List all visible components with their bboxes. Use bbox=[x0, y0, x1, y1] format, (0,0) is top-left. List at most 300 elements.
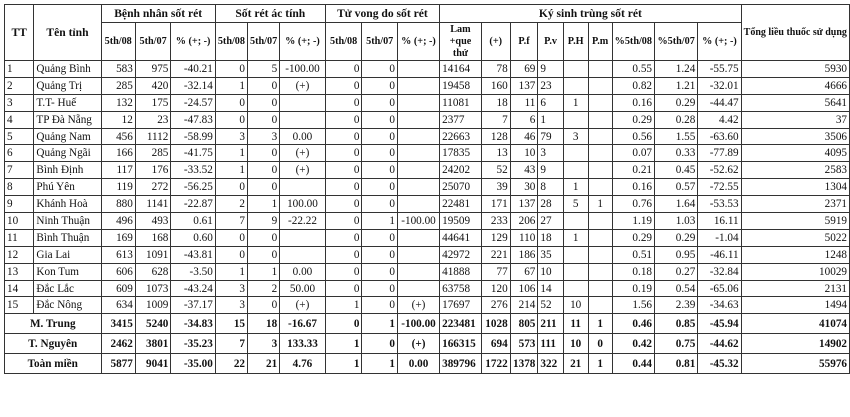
cell-pm bbox=[588, 145, 612, 162]
cell-s08: 3 bbox=[215, 280, 247, 297]
cell-pf: 69 bbox=[510, 61, 538, 78]
total-cell-pv: 111 bbox=[538, 334, 563, 354]
total-cell-spct: -16.67 bbox=[280, 314, 326, 334]
cell-p07: 628 bbox=[135, 263, 171, 280]
cell-dpct: -100.00 bbox=[397, 213, 439, 230]
cell-pv: 8 bbox=[538, 179, 563, 196]
cell-pf: 30 bbox=[510, 179, 538, 196]
total-cell-pos: 1028 bbox=[481, 314, 510, 334]
total-cell-spct: 133.33 bbox=[280, 334, 326, 354]
cell-p07: 285 bbox=[135, 145, 171, 162]
cell-k07: 1.21 bbox=[655, 77, 698, 94]
total-cell-drug: 14902 bbox=[741, 334, 849, 354]
cell-s08: 0 bbox=[215, 246, 247, 263]
total-cell-lam: 166315 bbox=[440, 334, 482, 354]
cell-p07: 1141 bbox=[135, 196, 171, 213]
deaths-5th07-header: 5th/07 bbox=[362, 23, 398, 61]
cell-s07: 1 bbox=[248, 196, 280, 213]
cell-pos: 171 bbox=[481, 196, 510, 213]
cell-ph: 1 bbox=[563, 94, 588, 111]
total-cell-p07: 5240 bbox=[135, 314, 171, 334]
severe-5th07-header: 5th/07 bbox=[248, 23, 280, 61]
cell-p08: 166 bbox=[101, 145, 135, 162]
cell-pv: 79 bbox=[538, 128, 563, 145]
cell-d08: 0 bbox=[325, 61, 362, 78]
total-cell-dpct: 0.00 bbox=[397, 354, 439, 374]
cell-d08: 0 bbox=[325, 111, 362, 128]
cell-k08: 0.51 bbox=[612, 246, 654, 263]
cell-ppct: 0.61 bbox=[171, 213, 215, 230]
total-row bbox=[5, 354, 850, 374]
cell-k08: 0.56 bbox=[612, 128, 654, 145]
cell-ph bbox=[563, 263, 588, 280]
cell-pos: 160 bbox=[481, 77, 510, 94]
cell-spct: -100.00 bbox=[280, 61, 326, 78]
cell-dpct bbox=[397, 196, 439, 213]
cell-ppct: -56.25 bbox=[171, 179, 215, 196]
cell-pos: 39 bbox=[481, 179, 510, 196]
row-number: 5 bbox=[5, 128, 34, 145]
cell-ppct: -3.50 bbox=[171, 263, 215, 280]
cell-pos: 221 bbox=[481, 246, 510, 263]
cell-pv: 23 bbox=[538, 77, 563, 94]
cell-p08: 117 bbox=[101, 162, 135, 179]
table-row bbox=[5, 246, 850, 263]
cell-spct: (+) bbox=[280, 297, 326, 314]
cell-drug: 5022 bbox=[741, 229, 849, 246]
cell-s07: 3 bbox=[248, 128, 280, 145]
cell-kpct: -65.06 bbox=[698, 280, 741, 297]
cell-ppct: -22.87 bbox=[171, 196, 215, 213]
cell-ppct: -24.57 bbox=[171, 94, 215, 111]
cell-d08: 1 bbox=[325, 297, 362, 314]
cell-k07: 0.29 bbox=[655, 229, 698, 246]
region-name: Toàn miền bbox=[5, 354, 102, 374]
province-header: Tên tỉnh bbox=[34, 5, 101, 61]
cell-pv: 27 bbox=[538, 213, 563, 230]
total-cell-ph: 11 bbox=[563, 314, 588, 334]
cell-s07: 0 bbox=[248, 145, 280, 162]
total-cell-pm: 1 bbox=[588, 314, 612, 334]
cell-pm: 1 bbox=[588, 196, 612, 213]
positive-header: (+) bbox=[481, 23, 510, 61]
cell-kpct: -34.63 bbox=[698, 297, 741, 314]
cell-dpct bbox=[397, 263, 439, 280]
cell-ppct: -58.99 bbox=[171, 128, 215, 145]
province-name: Đắc Lắc bbox=[34, 280, 101, 297]
cell-pv: 9 bbox=[538, 162, 563, 179]
province-name: Đắc Nông bbox=[34, 297, 101, 314]
cell-dpct bbox=[397, 145, 439, 162]
cell-p07: 272 bbox=[135, 179, 171, 196]
cell-ph bbox=[563, 77, 588, 94]
table-row bbox=[5, 145, 850, 162]
cell-kpct: -52.62 bbox=[698, 162, 741, 179]
province-rows bbox=[5, 61, 850, 314]
cell-k08: 0.16 bbox=[612, 179, 654, 196]
cell-pf: 137 bbox=[510, 196, 538, 213]
table-row bbox=[5, 263, 850, 280]
cell-dpct bbox=[397, 179, 439, 196]
cell-pos: 18 bbox=[481, 94, 510, 111]
cell-lam: 22481 bbox=[440, 196, 482, 213]
cell-k08: 0.19 bbox=[612, 280, 654, 297]
province-name: Quảng Bình bbox=[34, 61, 101, 78]
total-cell-lam: 389796 bbox=[440, 354, 482, 374]
cell-ph bbox=[563, 162, 588, 179]
cell-kpct: -32.01 bbox=[698, 77, 741, 94]
cell-p07: 1073 bbox=[135, 280, 171, 297]
table-row bbox=[5, 61, 850, 78]
cell-pos: 233 bbox=[481, 213, 510, 230]
table-row bbox=[5, 213, 850, 230]
cell-p08: 169 bbox=[101, 229, 135, 246]
cell-ppct: -33.52 bbox=[171, 162, 215, 179]
cell-pf: 106 bbox=[510, 280, 538, 297]
cell-k08: 0.16 bbox=[612, 94, 654, 111]
cell-drug: 4666 bbox=[741, 77, 849, 94]
cell-spct bbox=[280, 229, 326, 246]
cell-ph bbox=[563, 111, 588, 128]
parasite-header: Ký sinh trùng sốt rét bbox=[440, 5, 742, 23]
cell-lam: 14164 bbox=[440, 61, 482, 78]
cell-d07: 0 bbox=[362, 196, 398, 213]
total-cell-pf: 1378 bbox=[510, 354, 538, 374]
cell-drug: 2583 bbox=[741, 162, 849, 179]
total-cell-p08: 5877 bbox=[101, 354, 135, 374]
province-name: Kon Tum bbox=[34, 263, 101, 280]
cell-pv: 1 bbox=[538, 111, 563, 128]
cell-s08: 0 bbox=[215, 179, 247, 196]
cell-s07: 0 bbox=[248, 94, 280, 111]
cell-k07: 2.39 bbox=[655, 297, 698, 314]
total-cell-s08: 22 bbox=[215, 354, 247, 374]
cell-ppct: -41.75 bbox=[171, 145, 215, 162]
cell-d07: 0 bbox=[362, 179, 398, 196]
cell-p07: 975 bbox=[135, 61, 171, 78]
total-cell-d07: 0 bbox=[362, 334, 398, 354]
total-cell-kpct: -44.62 bbox=[698, 334, 741, 354]
cell-lam: 24202 bbox=[440, 162, 482, 179]
cell-p08: 609 bbox=[101, 280, 135, 297]
cell-pf: 206 bbox=[510, 213, 538, 230]
cell-s08: 0 bbox=[215, 94, 247, 111]
province-name: Bình Thuận bbox=[34, 229, 101, 246]
cell-pm bbox=[588, 297, 612, 314]
cell-pm bbox=[588, 128, 612, 145]
total-cell-ph: 10 bbox=[563, 334, 588, 354]
cell-ph: 3 bbox=[563, 128, 588, 145]
header-row-1 bbox=[5, 5, 850, 23]
cell-p08: 456 bbox=[101, 128, 135, 145]
total-cell-kpct: -45.32 bbox=[698, 354, 741, 374]
cell-drug: 3506 bbox=[741, 128, 849, 145]
cell-spct: -22.22 bbox=[280, 213, 326, 230]
total-rows bbox=[5, 314, 850, 374]
cell-d07: 0 bbox=[362, 263, 398, 280]
cell-drug: 10029 bbox=[741, 263, 849, 280]
cell-ppct: 0.60 bbox=[171, 229, 215, 246]
cell-d07: 0 bbox=[362, 246, 398, 263]
cell-ph bbox=[563, 61, 588, 78]
severe-pct-header: % (+; -) bbox=[280, 23, 326, 61]
row-number: 14 bbox=[5, 280, 34, 297]
cell-d07: 0 bbox=[362, 145, 398, 162]
cell-p08: 285 bbox=[101, 77, 135, 94]
cell-lam: 19509 bbox=[440, 213, 482, 230]
cell-pv: 10 bbox=[538, 263, 563, 280]
cell-spct: (+) bbox=[280, 77, 326, 94]
row-number: 15 bbox=[5, 297, 34, 314]
cell-pv: 9 bbox=[538, 61, 563, 78]
cell-k07: 0.54 bbox=[655, 280, 698, 297]
cell-p07: 493 bbox=[135, 213, 171, 230]
cell-s07: 0 bbox=[248, 229, 280, 246]
cell-lam: 11081 bbox=[440, 94, 482, 111]
pct-5th07-header: %5th/07 bbox=[655, 23, 698, 61]
total-cell-s07: 18 bbox=[248, 314, 280, 334]
patients-header: Bệnh nhân sốt rét bbox=[101, 5, 215, 23]
cell-k07: 0.57 bbox=[655, 179, 698, 196]
cell-dpct bbox=[397, 280, 439, 297]
cell-d08: 0 bbox=[325, 246, 362, 263]
cell-s07: 0 bbox=[248, 111, 280, 128]
cell-pm bbox=[588, 246, 612, 263]
cell-s07: 0 bbox=[248, 162, 280, 179]
cell-spct bbox=[280, 179, 326, 196]
cell-ppct: -32.14 bbox=[171, 77, 215, 94]
cell-d08: 0 bbox=[325, 77, 362, 94]
cell-k07: 1.03 bbox=[655, 213, 698, 230]
cell-p07: 420 bbox=[135, 77, 171, 94]
province-name: Ninh Thuận bbox=[34, 213, 101, 230]
cell-ph bbox=[563, 246, 588, 263]
table-row bbox=[5, 111, 850, 128]
deaths-pct-header: % (+; -) bbox=[397, 23, 439, 61]
cell-drug: 5641 bbox=[741, 94, 849, 111]
table-row bbox=[5, 297, 850, 314]
cell-pf: 137 bbox=[510, 77, 538, 94]
total-cell-pm: 0 bbox=[588, 334, 612, 354]
cell-k08: 1.56 bbox=[612, 297, 654, 314]
cell-pf: 46 bbox=[510, 128, 538, 145]
cell-k07: 0.28 bbox=[655, 111, 698, 128]
cell-s08: 7 bbox=[215, 213, 247, 230]
pm-header: P.m bbox=[588, 23, 612, 61]
cell-lam: 19458 bbox=[440, 77, 482, 94]
total-cell-s07: 21 bbox=[248, 354, 280, 374]
cell-p08: 132 bbox=[101, 94, 135, 111]
cell-pos: 7 bbox=[481, 111, 510, 128]
cell-d08: 0 bbox=[325, 128, 362, 145]
cell-lam: 41888 bbox=[440, 263, 482, 280]
cell-ppct: -40.21 bbox=[171, 61, 215, 78]
cell-d08: 0 bbox=[325, 213, 362, 230]
cell-pos: 128 bbox=[481, 128, 510, 145]
total-cell-pos: 694 bbox=[481, 334, 510, 354]
total-cell-p07: 9041 bbox=[135, 354, 171, 374]
deaths-5th08-header: 5th/08 bbox=[325, 23, 362, 61]
cell-pos: 13 bbox=[481, 145, 510, 162]
cell-s08: 3 bbox=[215, 128, 247, 145]
severe-header: Sốt rét ác tính bbox=[215, 5, 325, 23]
cell-p07: 1112 bbox=[135, 128, 171, 145]
cell-pm bbox=[588, 111, 612, 128]
cell-k07: 0.29 bbox=[655, 94, 698, 111]
cell-drug: 1304 bbox=[741, 179, 849, 196]
cell-spct: (+) bbox=[280, 145, 326, 162]
total-cell-k08: 0.44 bbox=[612, 354, 654, 374]
province-name: Quảng Ngãi bbox=[34, 145, 101, 162]
cell-s08: 1 bbox=[215, 145, 247, 162]
cell-s07: 0 bbox=[248, 246, 280, 263]
cell-s08: 1 bbox=[215, 162, 247, 179]
province-name: T.T- Huế bbox=[34, 94, 101, 111]
cell-pf: 214 bbox=[510, 297, 538, 314]
cell-ph: 1 bbox=[563, 229, 588, 246]
cell-k08: 0.07 bbox=[612, 145, 654, 162]
total-row bbox=[5, 314, 850, 334]
cell-spct: 0.00 bbox=[280, 263, 326, 280]
row-number: 3 bbox=[5, 94, 34, 111]
province-name: TP Đà Nẵng bbox=[34, 111, 101, 128]
cell-d08: 0 bbox=[325, 162, 362, 179]
cell-kpct: -32.84 bbox=[698, 263, 741, 280]
cell-d08: 0 bbox=[325, 94, 362, 111]
cell-pv: 28 bbox=[538, 196, 563, 213]
cell-k08: 0.21 bbox=[612, 162, 654, 179]
cell-lam: 25070 bbox=[440, 179, 482, 196]
row-number: 4 bbox=[5, 111, 34, 128]
drugs-header: Tổng liều thuốc sử dụng bbox=[741, 5, 849, 61]
pct-5th08-header: %5th/08 bbox=[612, 23, 654, 61]
table-row bbox=[5, 229, 850, 246]
total-cell-pf: 805 bbox=[510, 314, 538, 334]
cell-pos: 129 bbox=[481, 229, 510, 246]
cell-ppct: -43.24 bbox=[171, 280, 215, 297]
cell-lam: 44641 bbox=[440, 229, 482, 246]
cell-pos: 120 bbox=[481, 280, 510, 297]
cell-k08: 0.18 bbox=[612, 263, 654, 280]
province-name: Gia Lai bbox=[34, 246, 101, 263]
total-cell-pos: 1722 bbox=[481, 354, 510, 374]
cell-drug: 1248 bbox=[741, 246, 849, 263]
report-table-container bbox=[4, 4, 850, 374]
cell-spct: 50.00 bbox=[280, 280, 326, 297]
total-cell-pf: 573 bbox=[510, 334, 538, 354]
cell-d07: 0 bbox=[362, 61, 398, 78]
cell-pm bbox=[588, 77, 612, 94]
cell-pf: 11 bbox=[510, 94, 538, 111]
cell-kpct: 4.42 bbox=[698, 111, 741, 128]
cell-p08: 606 bbox=[101, 263, 135, 280]
table-row bbox=[5, 77, 850, 94]
table-row bbox=[5, 280, 850, 297]
cell-ph: 10 bbox=[563, 297, 588, 314]
province-name: Quảng Trị bbox=[34, 77, 101, 94]
table-row bbox=[5, 162, 850, 179]
cell-dpct bbox=[397, 229, 439, 246]
cell-k07: 1.55 bbox=[655, 128, 698, 145]
patients-5th07-header: 5th/07 bbox=[135, 23, 171, 61]
parasite-pct-header: % (+; -) bbox=[698, 23, 741, 61]
cell-d07: 0 bbox=[362, 128, 398, 145]
cell-s08: 0 bbox=[215, 111, 247, 128]
deaths-header: Tử vong do sốt rét bbox=[325, 5, 439, 23]
cell-pos: 77 bbox=[481, 263, 510, 280]
cell-p08: 613 bbox=[101, 246, 135, 263]
cell-kpct: -55.75 bbox=[698, 61, 741, 78]
cell-k08: 0.82 bbox=[612, 77, 654, 94]
cell-pm bbox=[588, 263, 612, 280]
province-name: Bình Định bbox=[34, 162, 101, 179]
cell-p07: 168 bbox=[135, 229, 171, 246]
cell-pos: 276 bbox=[481, 297, 510, 314]
cell-s08: 3 bbox=[215, 297, 247, 314]
patients-5th08-header: 5th/08 bbox=[101, 23, 135, 61]
cell-ppct: -43.81 bbox=[171, 246, 215, 263]
cell-dpct bbox=[397, 128, 439, 145]
table-row bbox=[5, 196, 850, 213]
total-cell-pv: 211 bbox=[538, 314, 563, 334]
cell-kpct: -63.60 bbox=[698, 128, 741, 145]
cell-p08: 12 bbox=[101, 111, 135, 128]
cell-d08: 0 bbox=[325, 263, 362, 280]
ph-header: P.H bbox=[563, 23, 588, 61]
lam-header: Lam +que thử bbox=[440, 23, 482, 61]
cell-k08: 0.29 bbox=[612, 111, 654, 128]
cell-kpct: -1.04 bbox=[698, 229, 741, 246]
cell-lam: 22663 bbox=[440, 128, 482, 145]
cell-s07: 1 bbox=[248, 263, 280, 280]
total-cell-drug: 55976 bbox=[741, 354, 849, 374]
cell-dpct bbox=[397, 246, 439, 263]
cell-pm bbox=[588, 179, 612, 196]
cell-pv: 52 bbox=[538, 297, 563, 314]
row-number: 1 bbox=[5, 61, 34, 78]
cell-kpct: -53.53 bbox=[698, 196, 741, 213]
cell-pm bbox=[588, 229, 612, 246]
cell-d07: 0 bbox=[362, 77, 398, 94]
row-number: 11 bbox=[5, 229, 34, 246]
total-cell-d07: 1 bbox=[362, 354, 398, 374]
total-cell-ph: 21 bbox=[563, 354, 588, 374]
cell-d07: 1 bbox=[362, 213, 398, 230]
cell-drug: 5919 bbox=[741, 213, 849, 230]
pf-header: P.f bbox=[510, 23, 538, 61]
cell-lam: 42972 bbox=[440, 246, 482, 263]
cell-s07: 5 bbox=[248, 61, 280, 78]
cell-d08: 0 bbox=[325, 179, 362, 196]
header-row-2 bbox=[5, 23, 850, 61]
cell-d07: 0 bbox=[362, 162, 398, 179]
cell-pf: 6 bbox=[510, 111, 538, 128]
total-cell-drug: 41074 bbox=[741, 314, 849, 334]
cell-p08: 496 bbox=[101, 213, 135, 230]
total-cell-d08: 0 bbox=[325, 314, 362, 334]
total-cell-s08: 7 bbox=[215, 334, 247, 354]
cell-pf: 67 bbox=[510, 263, 538, 280]
total-cell-d08: 1 bbox=[325, 334, 362, 354]
cell-s08: 0 bbox=[215, 61, 247, 78]
total-cell-pv: 322 bbox=[538, 354, 563, 374]
cell-pos: 78 bbox=[481, 61, 510, 78]
cell-p08: 880 bbox=[101, 196, 135, 213]
cell-k08: 0.76 bbox=[612, 196, 654, 213]
total-cell-d07: 1 bbox=[362, 314, 398, 334]
province-name: Phú Yên bbox=[34, 179, 101, 196]
cell-pv: 35 bbox=[538, 246, 563, 263]
